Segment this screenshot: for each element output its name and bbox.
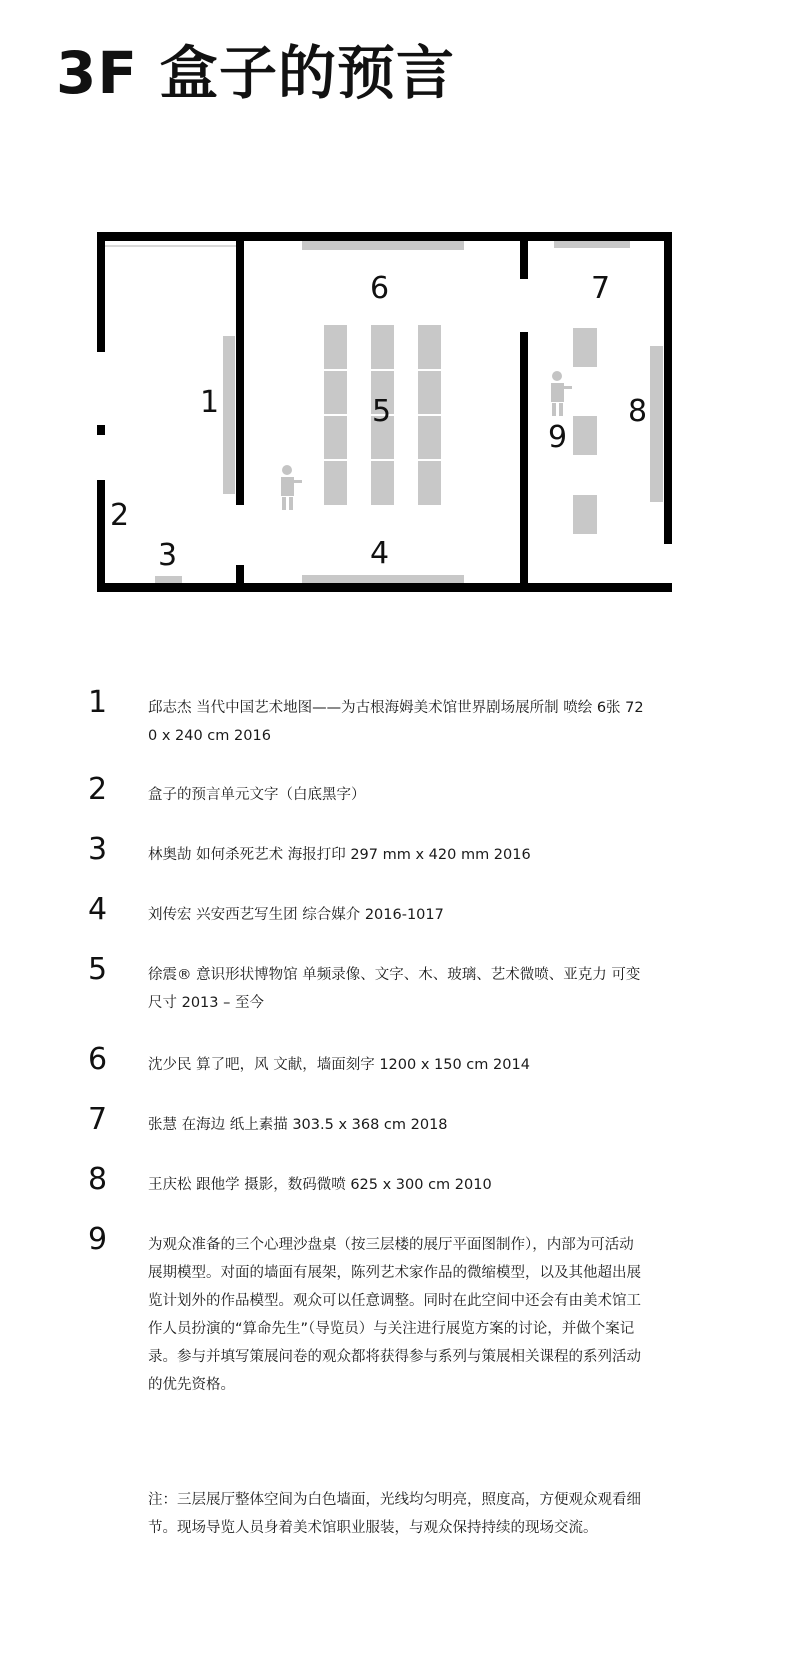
wall-left-lower: [97, 480, 105, 592]
plan-label-4: 4: [370, 536, 390, 571]
legend-text: 邱志杰 当代中国艺术地图——为古根海姆美术馆世界剧场展所制 喷绘 6张 720 x 240 cm 2016: [148, 700, 644, 744]
artwork-8-panel: [650, 346, 663, 502]
sand-table-3: [573, 495, 597, 534]
sand-table-2: [573, 416, 597, 455]
wall-right: [664, 232, 672, 544]
legend-text: 王庆松 跟他学 摄影，数码微喷 625 x 300 cm 2010: [148, 1177, 492, 1193]
artwork-6-panel: [302, 241, 464, 250]
sand-table-1: [573, 328, 597, 367]
wall-interior-b-lower: [520, 332, 528, 586]
plan-label-3: 3: [158, 538, 178, 573]
exhibition-title: 盒子的预言: [159, 39, 455, 107]
legend-number: 9: [88, 1222, 108, 1257]
legend-number: 4: [88, 892, 108, 927]
artwork-3-panel: [155, 576, 182, 583]
legend-text: 张慧 在海边 纸上素描 303.5 x 368 cm 2018: [148, 1117, 448, 1133]
legend-number: 5: [88, 952, 108, 987]
floor-plan: [0, 180, 800, 640]
legend-number: 8: [88, 1162, 108, 1197]
legend-number: 2: [88, 772, 108, 807]
guide-figure-icon: [551, 371, 572, 416]
wall-left-middle: [97, 425, 105, 435]
legend-text: 为观众准备的三个心理沙盘桌（按三层楼的展厅平面图制作），内部为可活动展期模型。对面的墙面有展架，陈列艺术家作品的微缩模型，以及其他超出展览计划外的作品模型。观众可以任意调整。同时在此空间中还会有由美术馆工作人员扮演的“算命先生”（导览员）与关注进行展览方案的讨论，并做个案记录。参与并填写策展问卷的观众都将获得参与系列与策展相关课程的系列活动的优先资格。: [148, 1237, 641, 1393]
artwork-1-panel: [223, 336, 235, 494]
legend-number: 1: [88, 685, 108, 720]
floor-label: 3F: [56, 39, 138, 107]
plan-label-8: 8: [628, 394, 648, 429]
legend-text: 沈少民 算了吧，风 文献，墙面刻字 1200 x 150 cm 2014: [148, 1057, 530, 1073]
plan-label-1: 1: [200, 385, 220, 420]
wall-interior-a-lower: [236, 565, 244, 585]
wall-bottom: [97, 583, 672, 592]
wall-top: [97, 232, 672, 241]
artwork-7-panel: [554, 241, 630, 248]
exhibition-note: 注：三层展厅整体空间为白色墙面，光线均匀明亮，照度高，方便观众观看细节。现场导览人员身着美术馆职业服装，与观众保持持续的现场交流。: [148, 1492, 641, 1536]
plan-label-6: 6: [370, 271, 390, 306]
legend-number: 3: [88, 832, 108, 867]
legend-number: 6: [88, 1042, 108, 1077]
page-title: [56, 39, 455, 107]
wall-interior-a-upper: [236, 241, 244, 505]
plan-label-5: 5: [372, 394, 392, 429]
legend-text: 盒子的预言单元文字（白底黑字）: [148, 787, 366, 803]
legend-text: 林奥劼 如何杀死艺术 海报打印 297 mm x 420 mm 2016: [148, 847, 531, 863]
legend-number: 7: [88, 1102, 108, 1137]
legend-text: 刘传宏 兴安西艺写生团 综合媒介 2016-1017: [148, 907, 444, 923]
artwork-4-panel: [302, 575, 464, 583]
visitor-figure-icon: [281, 465, 302, 510]
plan-label-7: 7: [591, 271, 611, 306]
wall-left-upper: [97, 232, 105, 352]
legend-text: 徐震® 意识形状博物馆 单频录像、文字、木、玻璃、艺术微喷、亚克力 可变尺寸 2013 – 至今: [148, 967, 641, 1011]
plan-label-2: 2: [110, 498, 130, 533]
plan-label-9: 9: [548, 420, 568, 455]
wall-interior-b-upper: [520, 241, 528, 279]
inner-line-left-room: [105, 245, 236, 247]
